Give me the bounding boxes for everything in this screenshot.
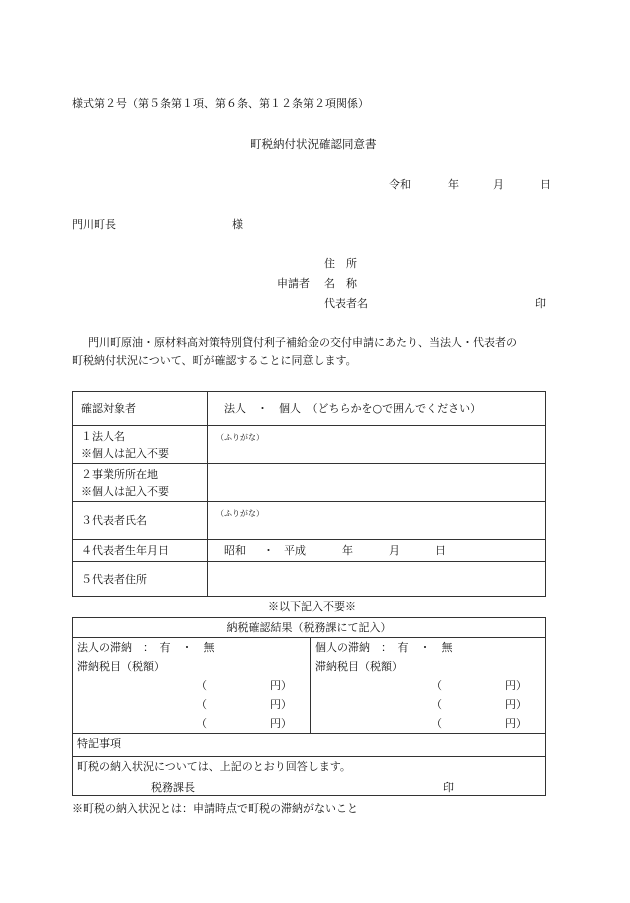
applicant-label: 申請者 [277,277,310,290]
table-row [73,540,546,562]
amount-close: 円） [270,717,292,730]
manager-seal: 印 [443,781,454,794]
furigana-label: （ふりがな） [216,433,264,442]
row-rep-name-label: ３代表者氏名 [73,502,208,540]
footnote: ※町税の納入状況とは：申請時点で町税の滞納がないこと [72,802,358,815]
row-rep-address-label: ５代表者住所 [73,562,208,597]
birth-month: 月 [389,544,400,557]
amount-close: 円） [505,717,527,730]
indiv-arrears: 個人の滞納 ： 有 ・ 無 [315,641,453,654]
row-note: ※個人は記入不要 [81,484,169,498]
table-row [73,618,546,638]
furigana-label: （ふりがな） [216,509,264,518]
amount-close: 円） [505,679,527,692]
birth-separator: ・ [263,544,274,557]
applicant-name-label: 名 称 [324,277,357,290]
corp-arrears-cell [73,638,311,734]
amount-open: （ [196,679,207,692]
tax-manager-label: 税務課長 [151,781,195,794]
target-header-options: 法人 ・ 個人 （どちらかを○で囲んでください） [208,392,546,426]
remarks-label: 特記事項 [73,734,546,757]
date-era: 令和 [389,178,411,191]
date-month: 月 [493,178,504,191]
indiv-amount-row [315,695,541,714]
below-not-required-note: ※以下記入不要※ [268,600,356,613]
table-row [73,638,546,734]
table-row [73,562,546,597]
row-label: ２事業所所在地 [81,467,158,481]
row-note: ※個人は記入不要 [81,446,169,460]
applicant-seal: 印 [535,297,546,310]
amount-open: （ [431,717,442,730]
target-header-label: 確認対象者 [73,392,208,426]
table-row [73,464,546,502]
birth-year: 年 [342,544,353,557]
amount-open: （ [431,679,442,692]
birth-era1: 昭和 [224,544,246,557]
birth-day: 日 [435,544,446,557]
rep-address-cell[interactable] [208,562,546,597]
addressee-honorific: 様 [232,218,243,231]
indiv-tax-items-label: 滞納税目（税額） [315,660,403,673]
indiv-amount-row [315,714,541,733]
rep-name-cell[interactable] [208,502,546,540]
date-day: 日 [540,178,551,191]
form-reference: 様式第２号（第５条第１項、第６条、第１２条第２項関係） [72,97,369,110]
birth-era2: 平成 [284,544,306,557]
row-corp-name-label [73,426,208,464]
applicant-rep-label: 代表者名 [324,297,368,310]
amount-close: 円） [270,679,292,692]
amount-open: （ [196,698,207,711]
row-rep-birth-label: ４代表者生年月日 [73,540,208,562]
table-row [73,734,546,757]
corp-arrears: 法人の滞納 ： 有 ・ 無 [77,641,215,654]
table-row [73,502,546,540]
indiv-arrears-cell [311,638,546,734]
target-table [72,391,546,597]
document-title: 町税納付状況確認同意書 [250,137,377,151]
applicant-address-label: 住 所 [324,257,357,270]
addressee-name: 門川町長 [72,218,116,231]
corp-amount-row [77,714,306,733]
answer-text: 町税の納入状況については、上記のとおり回答します。 [77,760,351,773]
table-row [73,392,546,426]
rep-birth-cell[interactable] [208,540,546,562]
amount-close: 円） [270,698,292,711]
corp-amount-row [77,695,306,714]
corp-name-cell[interactable] [208,426,546,464]
result-title: 納税確認結果（税務課にて記入） [73,618,546,638]
answer-cell [73,757,546,796]
corp-tax-items-label: 滞納税目（税額） [77,660,165,673]
corp-amount-row [77,676,306,695]
amount-close: 円） [505,698,527,711]
result-table [72,617,546,796]
row-office-address-label [73,464,208,502]
date-year: 年 [448,178,459,191]
amount-open: （ [196,717,207,730]
indiv-amount-row [315,676,541,695]
row-label: １法人名 [81,429,125,443]
consent-text-line1: 門川町原油・原材料高対策特別貸付利子補給金の交付申請にあたり、当法人・代表者の [88,336,517,349]
table-row [73,757,546,796]
amount-open: （ [431,698,442,711]
consent-text-line2: 町税納付状況について、町が確認することに同意します。 [72,354,357,367]
office-address-cell[interactable] [208,464,546,502]
table-row [73,426,546,464]
